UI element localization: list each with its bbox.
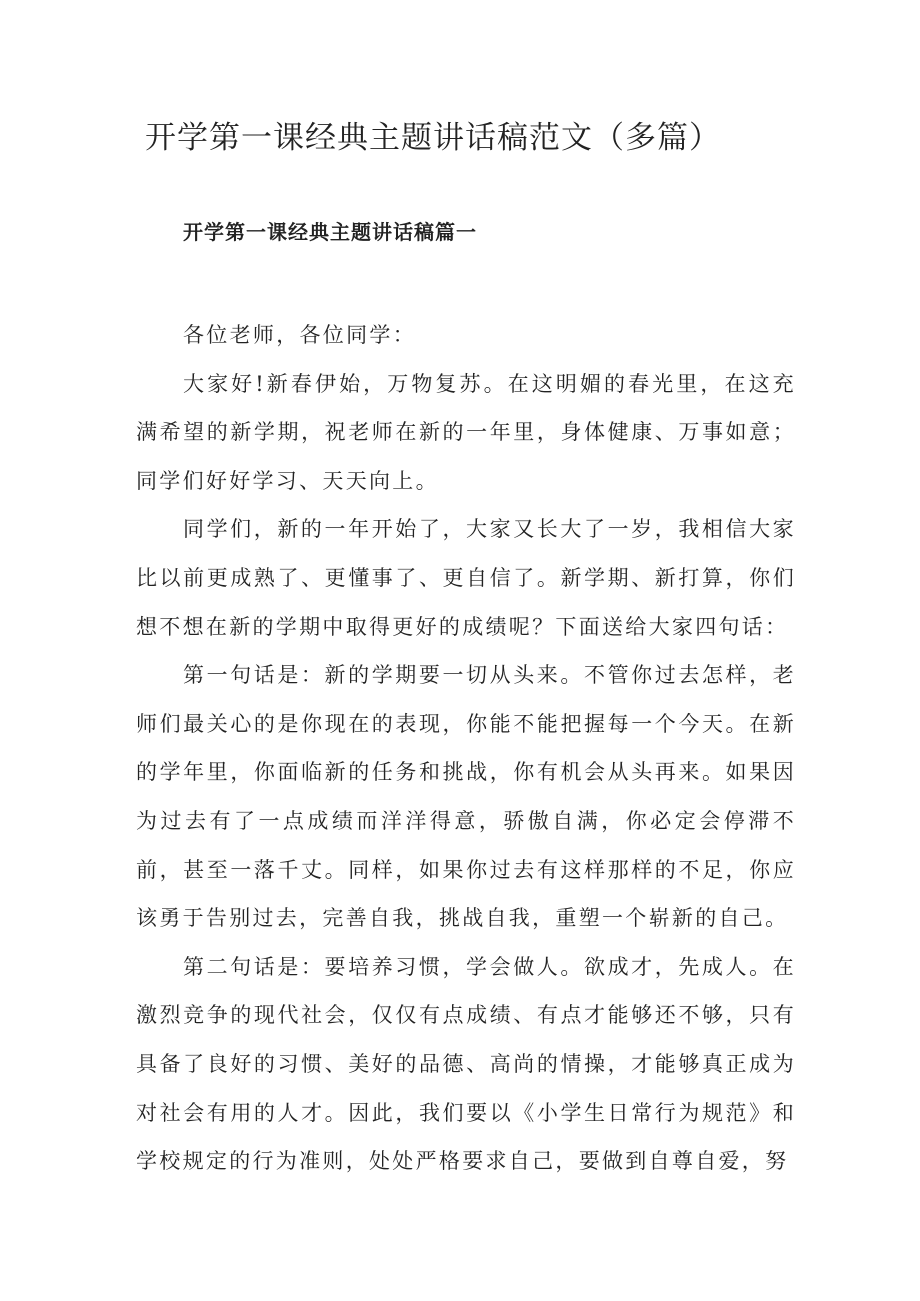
paragraph: 大家好!新春伊始，万物复苏。在这明媚的春光里，在这充满希望的新学期，祝老师在新的一年里，身体健康、万事如意；同学们好好学习、天天向上。	[136, 371, 796, 493]
paragraph: 同学们，新的一年开始了，大家又长大了一岁，我相信大家比以前更成熟了、更懂事了、更自信了。新学期、新打算，你们想不想在新的学期中取得更好的成绩呢？下面送给大家四句话：	[136, 517, 796, 639]
paragraph-greeting: 各位老师，各位同学：	[183, 323, 416, 347]
document-title: 开学第一课经典主题讲话稿范文（多篇）	[145, 120, 721, 156]
paragraph: 第二句话是：要培养习惯，学会做人。欲成才，先成人。在激烈竞争的现代社会，仅仅有点成绩、有点才能够还不够，只有具备了良好的习惯、美好的品德、高尚的情操，才能够真正成为对社会有用的人才。因此，我们要以《小学生日常行为规范》和学校规定的行为准则，处处严格要求自己，要做到自尊自爱，努	[136, 954, 796, 1174]
section-heading: 开学第一课经典主题讲话稿篇一	[183, 220, 477, 244]
body-text	[136, 311, 796, 1186]
paragraph: 第一句话是：新的学期要一切从头来。不管你过去怎样，老师们最关心的是你现在的表现，你能不能把握每一个今天。在新的学年里，你面临新的任务和挑战，你有机会从头再来。如果因为过去有了一点成绩而洋洋得意，骄傲自满，你必定会停滞不前，甚至一落千丈。同样，如果你过去有这样那样的不足，你应该勇于告别过去，完善自我，挑战自我，重塑一个崭新的自己。	[136, 663, 796, 931]
